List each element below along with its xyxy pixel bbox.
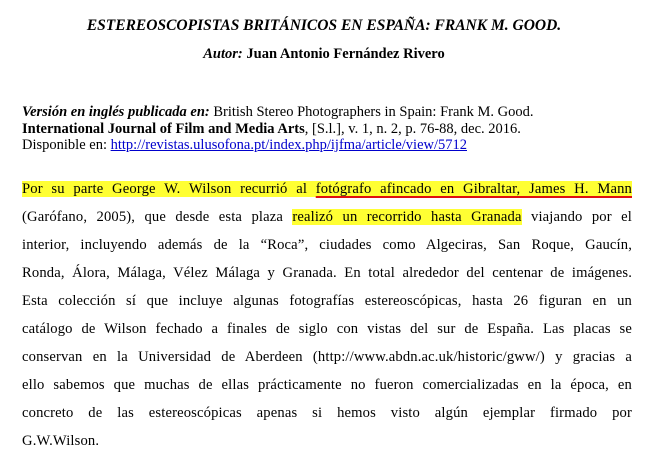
paragraph-line: concreto de las estereoscópicas apenas si hemos visto algún ejemplar firmado por: [22, 405, 632, 421]
author-line: [0, 46, 648, 63]
publication-info: [22, 104, 632, 154]
available-label: Disponible en:: [22, 137, 111, 153]
journal-line: [22, 121, 632, 138]
paragraph-line: Esta colección sí que incluye algunas fotografías estereoscópicas, hasta 26 figuran en un: [22, 293, 632, 309]
text-span: viajando por el: [521, 209, 632, 225]
author-label: Autor:: [203, 46, 243, 62]
paragraph-line: conservan en la Universidad de Aberdeen (http://www.abdn.ac.uk/historic/gww/) y gracias a: [22, 349, 632, 365]
underlined-highlighted-text: fotógrafo afincado en Gibraltar, James H. Mann: [315, 181, 632, 197]
version-source: British Stereo Photographers in Spain: Frank M. Good.: [213, 104, 534, 120]
paragraph-line: [22, 181, 632, 198]
paragraph-line: ello sabemos que muchas de ellas prácticamente no fueron comercializadas en la época, en: [22, 377, 632, 393]
paragraph-line: Ronda, Álora, Málaga, Vélez Málaga y Granada. En total alrededor del centenar de imágenes.: [22, 265, 632, 281]
journal-name: International Journal of Film and Media Arts: [22, 120, 305, 137]
author-name: Juan Antonio Fernández Rivero: [246, 46, 445, 62]
text-span: (Garófano, 2005), que desde esta plaza: [22, 209, 293, 225]
version-label: Versión en inglés publicada en:: [22, 104, 210, 120]
paragraph-line: catálogo de Wilson fechado a finales de siglo con vistas del sur de España. Las placas se: [22, 321, 632, 337]
journal-citation: , [S.l.], v. 1, n. 2, p. 76-88, dec. 2016.: [304, 120, 521, 137]
paragraph-line: G.W.Wilson.: [22, 433, 100, 449]
document-title: ESTEREOSCOPISTAS BRITÁNICOS EN ESPAÑA: FRANK M. GOOD.: [86, 17, 562, 34]
highlighted-text: realizó un recorrido hasta Granada: [292, 209, 522, 225]
paragraph-line: interior, incluyendo además de la “Roca”, ciudades como Algeciras, San Roque, Gaucín,: [22, 237, 632, 253]
available-line: [22, 137, 632, 154]
paragraph-line: [22, 209, 632, 226]
article-link[interactable]: http://revistas.ulusofona.pt/index.php/ijfma/article/view/5712: [110, 137, 467, 153]
version-line: [22, 104, 632, 121]
highlighted-text: Por su parte George W. Wilson recurrió al: [22, 181, 316, 197]
